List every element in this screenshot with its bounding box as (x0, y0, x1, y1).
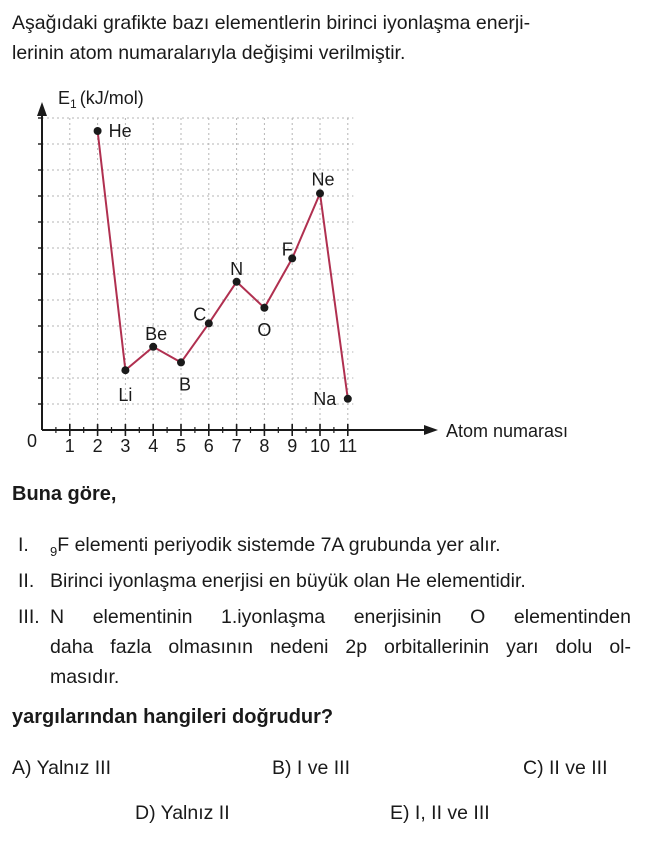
prompt-text: Buna göre, (12, 483, 117, 505)
data-point-n (233, 278, 241, 286)
point-label-o: O (257, 319, 272, 340)
x-axis-label: Atom numarası (446, 421, 569, 441)
statement-3-text (50, 602, 631, 692)
x-tick-label: 6 (203, 436, 214, 456)
statement-3-line-3: masıdır. (50, 666, 120, 688)
x-tick-label: 11 (338, 436, 358, 456)
statement-2-text: Birinci iyonlaşma enerjisi en büyük olan He elementidir. (50, 570, 526, 592)
statement-1-number: I. (18, 534, 29, 556)
ionization-energy-chart (0, 84, 661, 474)
option-d[interactable]: D) Yalnız II (135, 802, 230, 824)
series-line (98, 131, 348, 399)
point-label-he: He (108, 121, 132, 141)
data-point-b (177, 358, 185, 366)
statement-2-number: II. (18, 570, 35, 592)
question-text: yargılarından hangileri doğrudur? (12, 706, 334, 728)
statement-3-line-1: N elementinin 1.iyonlaşma enerjisinin O elementinden (50, 606, 631, 628)
x-tick-label: 9 (287, 436, 298, 456)
point-label-na: Na (313, 388, 337, 409)
x-tick-label: 1 (64, 436, 75, 456)
point-label-c: C (193, 304, 207, 325)
x-tick-label: 8 (259, 436, 270, 456)
point-label-ne: Ne (311, 169, 335, 190)
x-ticks (56, 424, 357, 456)
intro-text (12, 8, 652, 68)
data-point-li (121, 366, 129, 374)
option-a[interactable]: A) Yalnız III (12, 757, 111, 779)
origin-label: 0 (27, 431, 38, 451)
data-series (94, 121, 352, 409)
point-label-f: F (281, 239, 293, 260)
x-axis-arrow (424, 425, 438, 435)
data-point-o (260, 304, 268, 312)
point-label-n: N (230, 258, 244, 279)
y-axis-label: $E_1$ (kJ/mol) (58, 88, 144, 111)
option-e[interactable]: E) I, II ve III (390, 802, 490, 824)
x-tick-label: 2 (92, 436, 103, 456)
point-label-li: Li (118, 385, 133, 406)
x-tick-label: 3 (120, 436, 131, 456)
option-b[interactable]: B) I ve III (272, 757, 351, 779)
x-tick-label: 10 (309, 436, 331, 456)
data-point-he (94, 127, 102, 135)
x-tick-label: 4 (148, 436, 159, 456)
data-point-be (149, 343, 157, 351)
y-axis-arrow (37, 102, 47, 116)
statement-1-text (50, 530, 631, 567)
intro-line-1: Aşağıdaki grafikte bazı elementlerin birinci iyonlaşma enerji- (12, 12, 531, 34)
data-point-ne (316, 189, 324, 197)
point-label-b: B (178, 374, 192, 395)
statement-3-line-2: daha fazla olmasının nedeni 2p orbitallerinin yarı dolu ol- (50, 636, 631, 658)
statement-1-subscript: 9 (50, 544, 58, 559)
data-point-na (344, 395, 352, 403)
x-tick-label: 5 (175, 436, 187, 456)
statement-3-number: III. (18, 606, 40, 628)
intro-line-2: lerinin atom numaralarıyla değişimi verilmiştir. (12, 42, 406, 64)
option-c[interactable]: C) II ve III (523, 757, 608, 779)
chart-grid (38, 118, 353, 430)
point-label-be: Be (145, 323, 168, 344)
chart-axes (27, 88, 568, 451)
x-tick-label: 7 (231, 436, 242, 456)
statement-1-body: F elementi periyodik sistemde 7A grubunda yer alır. (57, 534, 501, 556)
